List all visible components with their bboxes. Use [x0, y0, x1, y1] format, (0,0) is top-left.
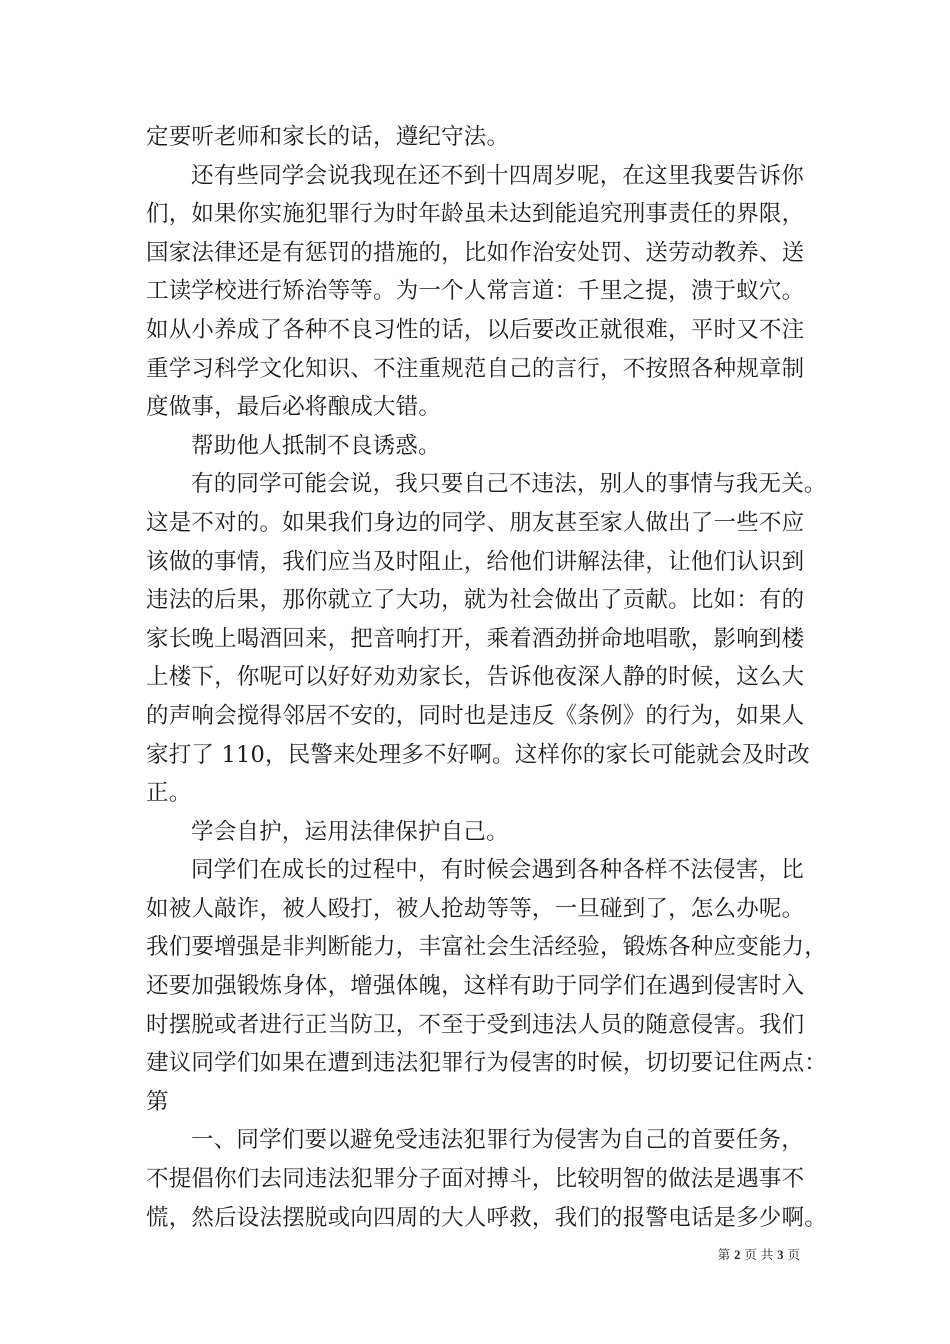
text-line: 有的同学可能会说，我只要自己不违法，别人的事情与我无关。 [191, 471, 827, 498]
text-line: 家长晚上喝酒回来，把音响打开，乘着酒劲拼命地唱歌，影响到楼 [146, 625, 805, 652]
footer-total-pages: 3 [777, 1248, 784, 1262]
text-line: 家打了 110，民警来处理多不好啊。这样你的家长可能就会及时改 [146, 741, 810, 768]
text-line: 这是不对的。如果我们身边的同学、朋友甚至家人做出了一些不应 [146, 509, 805, 536]
text-line: 的声响会搅得邻居不安的，同时也是违反《条例》的行为，如果人 [146, 702, 805, 729]
footer-current-page: 2 [734, 1248, 741, 1262]
footer-prefix: 第 [717, 1247, 735, 1262]
text-line: 如从小养成了各种不良习性的话，以后要改正就很难，平时又不注 [146, 316, 805, 343]
footer-middle: 页 共 [740, 1247, 778, 1262]
document-body [146, 118, 826, 1237]
text-line: 不提倡你们去同违法犯罪分子面对搏斗，比较明智的做法是遇事不 [146, 1166, 805, 1193]
text-line: 第 [146, 1088, 169, 1115]
text-line: 违法的后果，那你就立了大功，就为社会做出了贡献。比如：有的 [146, 587, 805, 614]
text-line: 上楼下，你呢可以好好劝劝家长，告诉他夜深人静的时候，这么大 [146, 664, 805, 691]
text-line: 定要听老师和家长的话，遵纪守法。 [146, 124, 510, 150]
text-line: 一、同学们要以避免受违法犯罪行为侵害为自己的首要任务， [191, 1127, 804, 1154]
text-line: 工读学校进行矫治等等。为一个人常言道：千里之提，溃于蚁穴。 [146, 278, 805, 305]
text-line: 同学们在成长的过程中，有时候会遇到各种各样不法侵害，比 [191, 857, 804, 884]
text-line: 正。 [146, 780, 192, 807]
text-line: 该做的事情，我们应当及时阻止，给他们讲解法律，让他们认识到 [146, 548, 805, 575]
footer-suffix: 页 [783, 1247, 800, 1262]
text-line: 度做事，最后必将酿成大错。 [146, 394, 442, 421]
text-line: 时摆脱或者进行正当防卫，不至于受到违法人员的随意侵害。我们 [146, 1011, 805, 1038]
text-line: 慌，然后设法摆脱或向四周的大人呼救，我们的报警电话是多少啊。 [146, 1204, 828, 1231]
text-line: 还要加强锻炼身体，增强体魄，这样有助于同学们在遇到侵害时入 [146, 973, 805, 1000]
text-line: 建议同学们如果在遭到违法犯罪行为侵害的时候，切切要记住两点： [146, 1050, 828, 1077]
text-line: 重学习科学文化知识、不注重规范自己的言行，不按照各种规章制 [146, 355, 805, 382]
text-line: 帮助他人抵制不良诱惑。 [191, 432, 441, 459]
text-line: 国家法律还是有惩罚的措施的，比如作治安处罚、送劳动教养、送 [146, 239, 805, 266]
text-line: 学会自护，运用法律保护自己。 [191, 818, 509, 845]
page-footer [718, 1247, 800, 1263]
text-line: 如被人敲诈，被人殴打，被人抢劫等等，一旦碰到了，怎么办呢。 [146, 895, 805, 922]
text-line: 我们要增强是非判断能力，丰富社会生活经验，锻炼各种应变能力， [146, 934, 828, 961]
text-line: 们，如果你实施犯罪行为时年龄虽未达到能追究刑事责任的界限， [146, 201, 805, 228]
text-line: 还有些同学会说我现在还不到十四周岁呢，在这里我要告诉你 [191, 162, 804, 189]
